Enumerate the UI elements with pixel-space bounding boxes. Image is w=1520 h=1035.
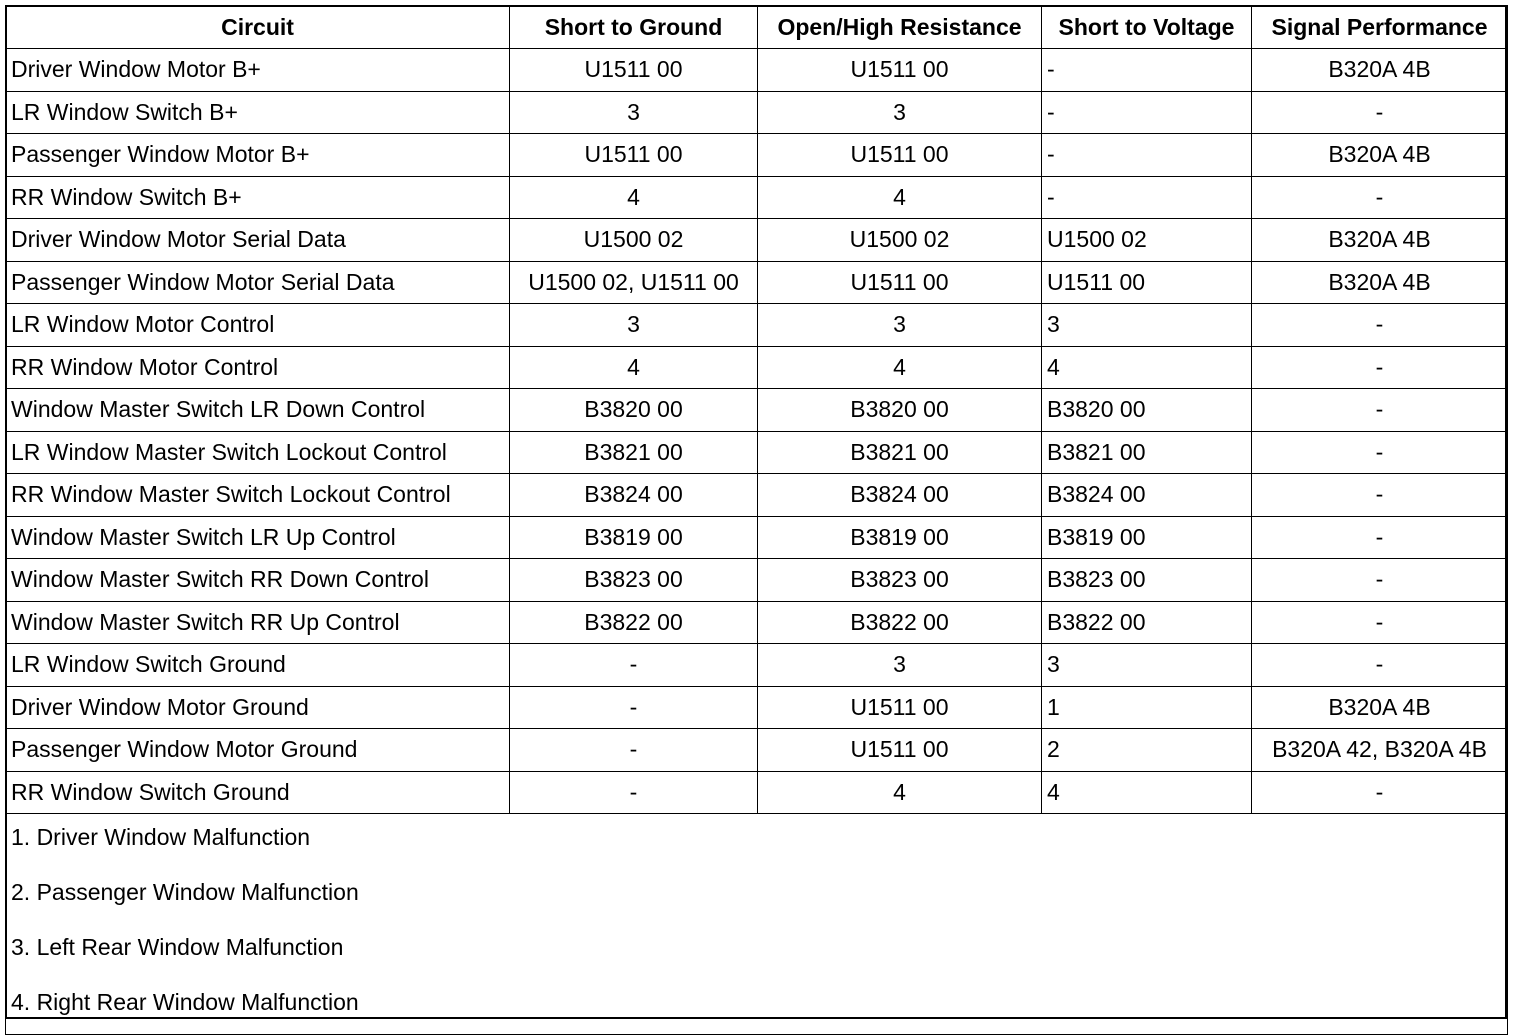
cell-short-to-ground: 3	[510, 91, 758, 134]
cell-signal-performance: -	[1252, 474, 1508, 517]
cell-circuit: Window Master Switch LR Up Control	[6, 516, 510, 559]
cell-short-to-voltage: 2	[1042, 729, 1252, 772]
cell-short-to-voltage: 3	[1042, 644, 1252, 687]
cell-signal-performance: B320A 4B	[1252, 219, 1508, 262]
cell-circuit: RR Window Master Switch Lockout Control	[6, 474, 510, 517]
cell-open-high-resistance: 3	[758, 644, 1042, 687]
header-row	[6, 6, 1508, 49]
cell-signal-performance: B320A 4B	[1252, 261, 1508, 304]
note-4: 4. Right Rear Window Malfunction	[11, 989, 359, 1015]
cell-short-to-voltage: 4	[1042, 346, 1252, 389]
table-row	[6, 91, 1508, 134]
table-row	[6, 346, 1508, 389]
cell-signal-performance: -	[1252, 304, 1508, 347]
cell-open-high-resistance: B3822 00	[758, 601, 1042, 644]
cell-circuit: Window Master Switch RR Down Control	[6, 559, 510, 602]
cell-open-high-resistance: U1511 00	[758, 49, 1042, 92]
cell-short-to-ground: B3824 00	[510, 474, 758, 517]
cell-short-to-ground: -	[510, 644, 758, 687]
cell-circuit: Window Master Switch RR Up Control	[6, 601, 510, 644]
cell-signal-performance: -	[1252, 431, 1508, 474]
cell-short-to-voltage: B3819 00	[1042, 516, 1252, 559]
table-row	[6, 729, 1508, 772]
table-row	[6, 431, 1508, 474]
cell-open-high-resistance: B3823 00	[758, 559, 1042, 602]
cell-open-high-resistance: 4	[758, 771, 1042, 814]
cell-signal-performance: -	[1252, 644, 1508, 687]
notes-row	[6, 814, 1508, 1035]
cell-short-to-voltage: U1511 00	[1042, 261, 1252, 304]
table-row	[6, 686, 1508, 729]
cell-short-to-voltage: B3822 00	[1042, 601, 1252, 644]
cell-signal-performance: B320A 4B	[1252, 49, 1508, 92]
cell-circuit: LR Window Master Switch Lockout Control	[6, 431, 510, 474]
table-row	[6, 261, 1508, 304]
cell-circuit: RR Window Switch Ground	[6, 771, 510, 814]
table-row	[6, 49, 1508, 92]
cell-circuit: LR Window Motor Control	[6, 304, 510, 347]
cell-short-to-voltage: U1500 02	[1042, 219, 1252, 262]
cell-signal-performance: -	[1252, 559, 1508, 602]
cell-open-high-resistance: B3819 00	[758, 516, 1042, 559]
cell-short-to-ground: U1500 02	[510, 219, 758, 262]
cell-open-high-resistance: U1500 02	[758, 219, 1042, 262]
header-short-to-voltage: Short to Voltage	[1042, 6, 1252, 49]
cell-short-to-ground: B3822 00	[510, 601, 758, 644]
cell-short-to-voltage: -	[1042, 176, 1252, 219]
cell-short-to-voltage: 4	[1042, 771, 1252, 814]
note-3: 3. Left Rear Window Malfunction	[11, 934, 344, 960]
cell-short-to-ground: U1511 00	[510, 49, 758, 92]
cell-short-to-voltage: B3820 00	[1042, 389, 1252, 432]
table-row	[6, 644, 1508, 687]
table-row	[6, 559, 1508, 602]
note-2: 2. Passenger Window Malfunction	[11, 879, 359, 905]
notes-cell	[6, 814, 1508, 1035]
cell-short-to-ground: 4	[510, 346, 758, 389]
note-1: 1. Driver Window Malfunction	[11, 824, 311, 850]
table-row	[6, 176, 1508, 219]
cell-open-high-resistance: B3824 00	[758, 474, 1042, 517]
cell-open-high-resistance: 4	[758, 176, 1042, 219]
cell-short-to-ground: 4	[510, 176, 758, 219]
cell-short-to-voltage: 1	[1042, 686, 1252, 729]
cell-short-to-ground: -	[510, 771, 758, 814]
cell-signal-performance: -	[1252, 91, 1508, 134]
cell-circuit: RR Window Switch B+	[6, 176, 510, 219]
table-row	[6, 304, 1508, 347]
cell-short-to-voltage: B3824 00	[1042, 474, 1252, 517]
cell-open-high-resistance: 3	[758, 304, 1042, 347]
cell-open-high-resistance: 4	[758, 346, 1042, 389]
cell-short-to-ground: B3823 00	[510, 559, 758, 602]
header-short-to-ground: Short to Ground	[510, 6, 758, 49]
cell-signal-performance: -	[1252, 176, 1508, 219]
table-row	[6, 771, 1508, 814]
cell-short-to-voltage: -	[1042, 49, 1252, 92]
cell-open-high-resistance: U1511 00	[758, 134, 1042, 177]
cell-open-high-resistance: 3	[758, 91, 1042, 134]
cell-circuit: Driver Window Motor B+	[6, 49, 510, 92]
cell-short-to-ground: -	[510, 686, 758, 729]
cell-short-to-voltage: 3	[1042, 304, 1252, 347]
cell-signal-performance: B320A 4B	[1252, 686, 1508, 729]
table-row	[6, 389, 1508, 432]
cell-signal-performance: -	[1252, 771, 1508, 814]
cell-signal-performance: -	[1252, 389, 1508, 432]
cell-short-to-ground: B3820 00	[510, 389, 758, 432]
cell-short-to-ground: U1500 02, U1511 00	[510, 261, 758, 304]
dtc-circuit-table	[5, 5, 1508, 1035]
table-row	[6, 219, 1508, 262]
cell-open-high-resistance: B3820 00	[758, 389, 1042, 432]
cell-short-to-ground: B3819 00	[510, 516, 758, 559]
cell-open-high-resistance: B3821 00	[758, 431, 1042, 474]
cell-circuit: Window Master Switch LR Down Control	[6, 389, 510, 432]
cell-short-to-ground: U1511 00	[510, 134, 758, 177]
cell-circuit: Passenger Window Motor Ground	[6, 729, 510, 772]
header-signal-performance: Signal Performance	[1252, 6, 1508, 49]
cell-circuit: LR Window Switch B+	[6, 91, 510, 134]
header-circuit: Circuit	[6, 6, 510, 49]
cell-open-high-resistance: U1511 00	[758, 261, 1042, 304]
cell-circuit: Driver Window Motor Ground	[6, 686, 510, 729]
cell-short-to-ground: -	[510, 729, 758, 772]
cell-circuit: LR Window Switch Ground	[6, 644, 510, 687]
cell-open-high-resistance: U1511 00	[758, 686, 1042, 729]
cell-short-to-voltage: B3821 00	[1042, 431, 1252, 474]
cell-circuit: Passenger Window Motor B+	[6, 134, 510, 177]
cell-short-to-ground: B3821 00	[510, 431, 758, 474]
table-row	[6, 134, 1508, 177]
cell-open-high-resistance: U1511 00	[758, 729, 1042, 772]
cell-circuit: Passenger Window Motor Serial Data	[6, 261, 510, 304]
cell-circuit: RR Window Motor Control	[6, 346, 510, 389]
cell-signal-performance: -	[1252, 601, 1508, 644]
cell-short-to-voltage: -	[1042, 91, 1252, 134]
cell-signal-performance: B320A 4B	[1252, 134, 1508, 177]
cell-short-to-ground: 3	[510, 304, 758, 347]
table-row	[6, 516, 1508, 559]
table-body	[6, 49, 1508, 814]
cell-signal-performance: -	[1252, 516, 1508, 559]
header-open-high-resistance: Open/High Resistance	[758, 6, 1042, 49]
cell-signal-performance: -	[1252, 346, 1508, 389]
cell-short-to-voltage: -	[1042, 134, 1252, 177]
table-row	[6, 601, 1508, 644]
table-row	[6, 474, 1508, 517]
cell-signal-performance: B320A 42, B320A 4B	[1252, 729, 1508, 772]
cell-circuit: Driver Window Motor Serial Data	[6, 219, 510, 262]
cell-short-to-voltage: B3823 00	[1042, 559, 1252, 602]
